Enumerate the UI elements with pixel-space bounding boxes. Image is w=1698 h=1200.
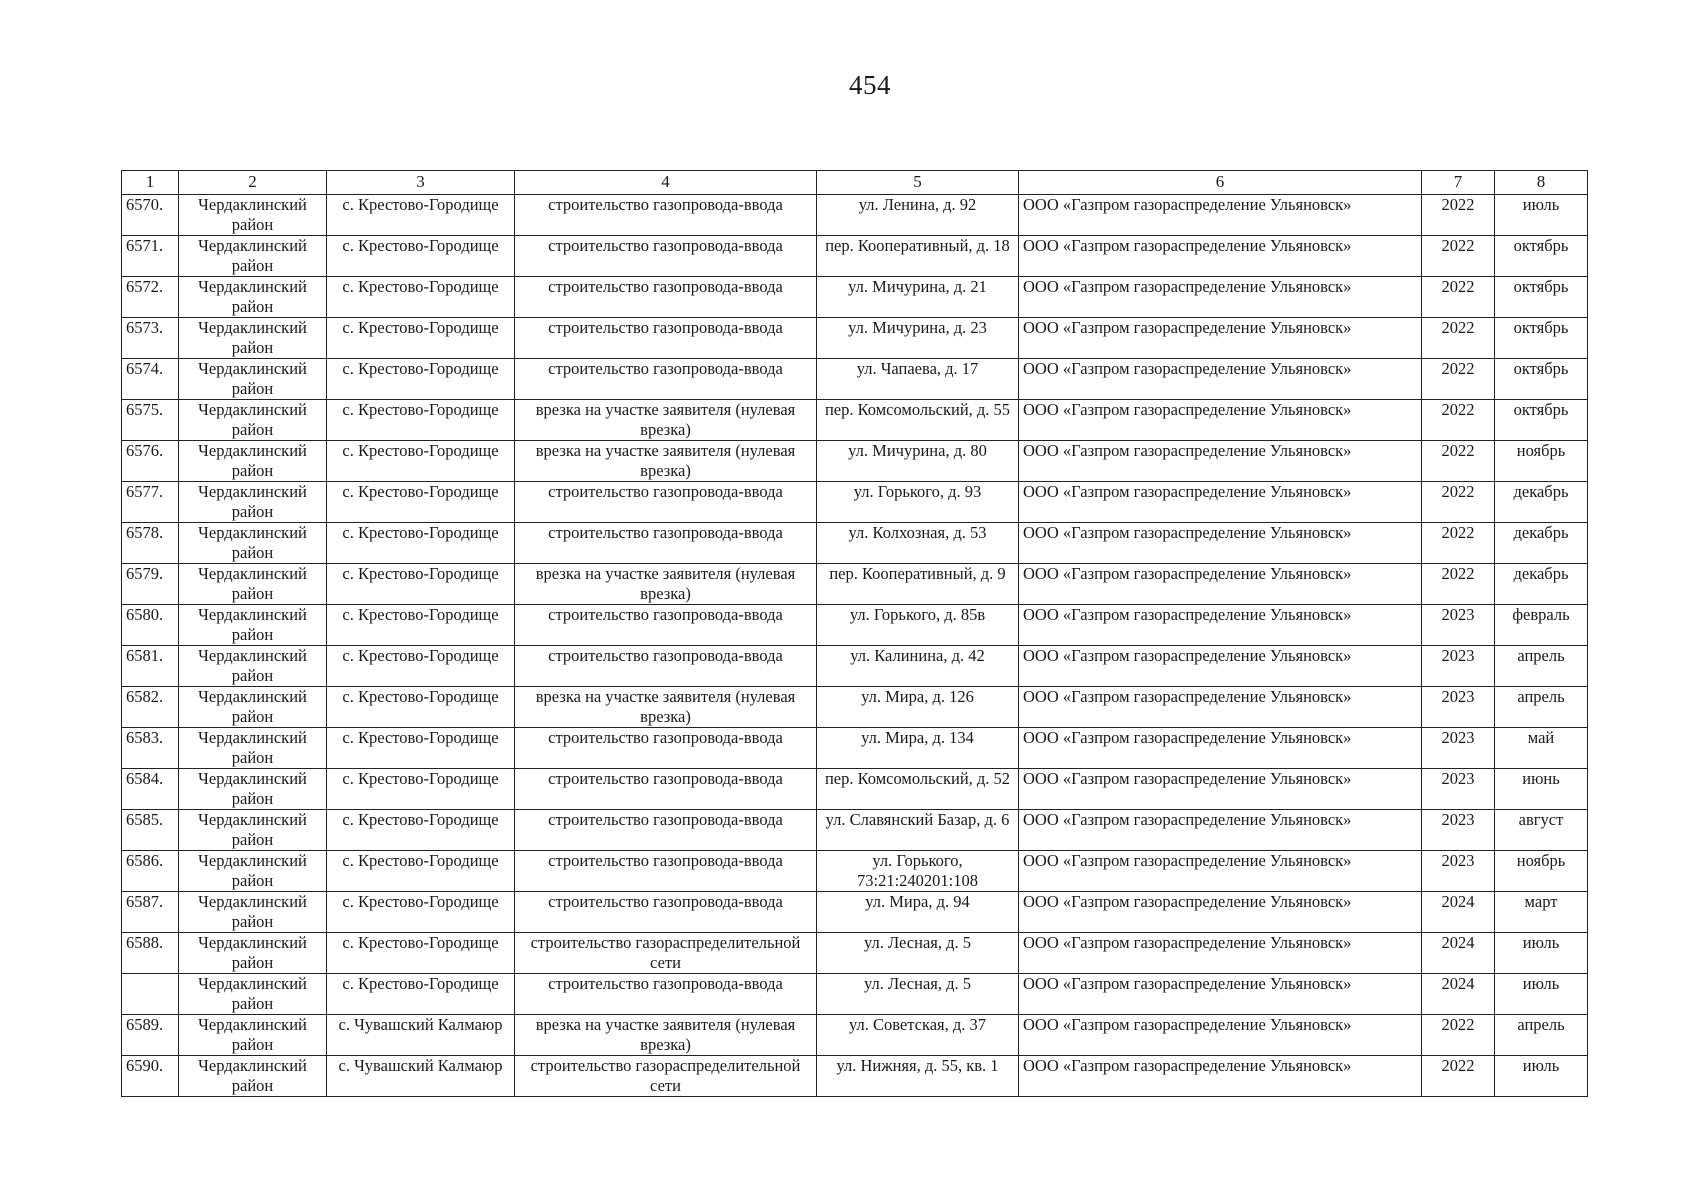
address-cell: ул. Горького, д. 85в <box>817 605 1019 646</box>
month-cell: июль <box>1495 195 1588 236</box>
table-row <box>122 892 1588 933</box>
month-cell: июль <box>1495 974 1588 1015</box>
work-type-cell: врезка на участке заявителя (нулевая врезка) <box>515 1015 817 1056</box>
address-cell: ул. Мичурина, д. 23 <box>817 318 1019 359</box>
district-cell: Чердаклинский район <box>179 646 327 687</box>
organization-cell: ООО «Газпром газораспределение Ульяновск» <box>1019 318 1422 359</box>
address-cell: ул. Горького, 73:21:240201:108 <box>817 851 1019 892</box>
column-header: 5 <box>817 171 1019 195</box>
district-cell: Чердаклинский район <box>179 318 327 359</box>
address-cell: ул. Лесная, д. 5 <box>817 974 1019 1015</box>
month-cell: февраль <box>1495 605 1588 646</box>
row-number: 6588. <box>122 933 179 974</box>
table-row <box>122 851 1588 892</box>
register-table <box>121 170 1588 1097</box>
district-cell: Чердаклинский район <box>179 810 327 851</box>
organization-cell: ООО «Газпром газораспределение Ульяновск» <box>1019 769 1422 810</box>
settlement-cell: с. Крестово-Городище <box>327 974 515 1015</box>
month-cell: июнь <box>1495 769 1588 810</box>
table-row <box>122 277 1588 318</box>
district-cell: Чердаклинский район <box>179 1056 327 1097</box>
organization-cell: ООО «Газпром газораспределение Ульяновск» <box>1019 1015 1422 1056</box>
row-number: 6590. <box>122 1056 179 1097</box>
work-type-cell: строительство газораспределительной сети <box>515 933 817 974</box>
table-row <box>122 195 1588 236</box>
address-cell: пер. Кооперативный, д. 18 <box>817 236 1019 277</box>
month-cell: май <box>1495 728 1588 769</box>
month-cell: ноябрь <box>1495 851 1588 892</box>
settlement-cell: с. Крестово-Городище <box>327 482 515 523</box>
year-cell: 2024 <box>1422 974 1495 1015</box>
organization-cell: ООО «Газпром газораспределение Ульяновск» <box>1019 277 1422 318</box>
settlement-cell: с. Крестово-Городище <box>327 687 515 728</box>
organization-cell: ООО «Газпром газораспределение Ульяновск» <box>1019 892 1422 933</box>
year-cell: 2024 <box>1422 933 1495 974</box>
month-cell: апрель <box>1495 687 1588 728</box>
table-row <box>122 482 1588 523</box>
district-cell: Чердаклинский район <box>179 441 327 482</box>
address-cell: пер. Комсомольский, д. 55 <box>817 400 1019 441</box>
organization-cell: ООО «Газпром газораспределение Ульяновск» <box>1019 1056 1422 1097</box>
table-row <box>122 687 1588 728</box>
district-cell: Чердаклинский район <box>179 523 327 564</box>
month-cell: апрель <box>1495 646 1588 687</box>
district-cell: Чердаклинский район <box>179 359 327 400</box>
organization-cell: ООО «Газпром газораспределение Ульяновск» <box>1019 974 1422 1015</box>
organization-cell: ООО «Газпром газораспределение Ульяновск» <box>1019 482 1422 523</box>
column-header: 6 <box>1019 171 1422 195</box>
settlement-cell: с. Крестово-Городище <box>327 605 515 646</box>
settlement-cell: с. Крестово-Городище <box>327 441 515 482</box>
settlement-cell: с. Крестово-Городище <box>327 195 515 236</box>
table-row <box>122 974 1588 1015</box>
row-number: 6589. <box>122 1015 179 1056</box>
table-row <box>122 728 1588 769</box>
work-type-cell: строительство газопровода-ввода <box>515 728 817 769</box>
table-row <box>122 359 1588 400</box>
address-cell: ул. Чапаева, д. 17 <box>817 359 1019 400</box>
organization-cell: ООО «Газпром газораспределение Ульяновск» <box>1019 400 1422 441</box>
month-cell: июль <box>1495 1056 1588 1097</box>
work-type-cell: строительство газопровода-ввода <box>515 277 817 318</box>
year-cell: 2022 <box>1422 482 1495 523</box>
address-cell: ул. Мира, д. 126 <box>817 687 1019 728</box>
row-number: 6585. <box>122 810 179 851</box>
row-number: 6583. <box>122 728 179 769</box>
address-cell: ул. Ленина, д. 92 <box>817 195 1019 236</box>
column-header: 1 <box>122 171 179 195</box>
month-cell: апрель <box>1495 1015 1588 1056</box>
address-cell: ул. Мичурина, д. 80 <box>817 441 1019 482</box>
year-cell: 2023 <box>1422 769 1495 810</box>
district-cell: Чердаклинский район <box>179 851 327 892</box>
work-type-cell: строительство газораспределительной сети <box>515 1056 817 1097</box>
work-type-cell: врезка на участке заявителя (нулевая врезка) <box>515 441 817 482</box>
row-number: 6586. <box>122 851 179 892</box>
row-number: 6577. <box>122 482 179 523</box>
month-cell: июль <box>1495 933 1588 974</box>
column-header: 7 <box>1422 171 1495 195</box>
year-cell: 2022 <box>1422 523 1495 564</box>
settlement-cell: с. Крестово-Городище <box>327 523 515 564</box>
year-cell: 2022 <box>1422 1056 1495 1097</box>
work-type-cell: строительство газопровода-ввода <box>515 810 817 851</box>
work-type-cell: строительство газопровода-ввода <box>515 236 817 277</box>
settlement-cell: с. Крестово-Городище <box>327 318 515 359</box>
address-cell: ул. Мира, д. 134 <box>817 728 1019 769</box>
row-number: 6581. <box>122 646 179 687</box>
year-cell: 2023 <box>1422 728 1495 769</box>
address-cell: ул. Советская, д. 37 <box>817 1015 1019 1056</box>
work-type-cell: строительство газопровода-ввода <box>515 974 817 1015</box>
work-type-cell: строительство газопровода-ввода <box>515 195 817 236</box>
work-type-cell: строительство газопровода-ввода <box>515 318 817 359</box>
year-cell: 2023 <box>1422 687 1495 728</box>
settlement-cell: с. Крестово-Городище <box>327 400 515 441</box>
settlement-cell: с. Крестово-Городище <box>327 359 515 400</box>
month-cell: август <box>1495 810 1588 851</box>
year-cell: 2022 <box>1422 195 1495 236</box>
column-header: 4 <box>515 171 817 195</box>
table-row <box>122 564 1588 605</box>
district-cell: Чердаклинский район <box>179 728 327 769</box>
address-cell: ул. Мичурина, д. 21 <box>817 277 1019 318</box>
table-row <box>122 1015 1588 1056</box>
district-cell: Чердаклинский район <box>179 400 327 441</box>
settlement-cell: с. Крестово-Городище <box>327 646 515 687</box>
work-type-cell: врезка на участке заявителя (нулевая врезка) <box>515 564 817 605</box>
district-cell: Чердаклинский район <box>179 605 327 646</box>
work-type-cell: строительство газопровода-ввода <box>515 523 817 564</box>
column-header: 8 <box>1495 171 1588 195</box>
month-cell: октябрь <box>1495 236 1588 277</box>
settlement-cell: с. Крестово-Городище <box>327 769 515 810</box>
row-number: 6570. <box>122 195 179 236</box>
year-cell: 2023 <box>1422 646 1495 687</box>
month-cell: декабрь <box>1495 482 1588 523</box>
work-type-cell: врезка на участке заявителя (нулевая врезка) <box>515 687 817 728</box>
address-cell: пер. Комсомольский, д. 52 <box>817 769 1019 810</box>
district-cell: Чердаклинский район <box>179 1015 327 1056</box>
month-cell: декабрь <box>1495 523 1588 564</box>
address-cell: пер. Кооперативный, д. 9 <box>817 564 1019 605</box>
row-number: 6579. <box>122 564 179 605</box>
table-row <box>122 236 1588 277</box>
work-type-cell: строительство газопровода-ввода <box>515 892 817 933</box>
table-row <box>122 646 1588 687</box>
year-cell: 2022 <box>1422 277 1495 318</box>
year-cell: 2022 <box>1422 1015 1495 1056</box>
settlement-cell: с. Чувашский Калмаюр <box>327 1056 515 1097</box>
organization-cell: ООО «Газпром газораспределение Ульяновск» <box>1019 236 1422 277</box>
month-cell: октябрь <box>1495 318 1588 359</box>
district-cell: Чердаклинский район <box>179 482 327 523</box>
row-number: 6575. <box>122 400 179 441</box>
organization-cell: ООО «Газпром газораспределение Ульяновск» <box>1019 646 1422 687</box>
settlement-cell: с. Крестово-Городище <box>327 810 515 851</box>
work-type-cell: строительство газопровода-ввода <box>515 482 817 523</box>
district-cell: Чердаклинский район <box>179 564 327 605</box>
settlement-cell: с. Крестово-Городище <box>327 892 515 933</box>
header-row <box>122 171 1588 195</box>
row-number: 6571. <box>122 236 179 277</box>
row-number <box>122 974 179 1015</box>
settlement-cell: с. Крестово-Городище <box>327 564 515 605</box>
year-cell: 2022 <box>1422 318 1495 359</box>
organization-cell: ООО «Газпром газораспределение Ульяновск» <box>1019 605 1422 646</box>
row-number: 6580. <box>122 605 179 646</box>
district-cell: Чердаклинский район <box>179 687 327 728</box>
month-cell: октябрь <box>1495 400 1588 441</box>
settlement-cell: с. Крестово-Городище <box>327 277 515 318</box>
district-cell: Чердаклинский район <box>179 195 327 236</box>
district-cell: Чердаклинский район <box>179 974 327 1015</box>
table-row <box>122 769 1588 810</box>
row-number: 6572. <box>122 277 179 318</box>
district-cell: Чердаклинский район <box>179 892 327 933</box>
table-row <box>122 605 1588 646</box>
table-row <box>122 400 1588 441</box>
row-number: 6578. <box>122 523 179 564</box>
year-cell: 2022 <box>1422 441 1495 482</box>
work-type-cell: строительство газопровода-ввода <box>515 851 817 892</box>
organization-cell: ООО «Газпром газораспределение Ульяновск» <box>1019 728 1422 769</box>
work-type-cell: врезка на участке заявителя (нулевая врезка) <box>515 400 817 441</box>
work-type-cell: строительство газопровода-ввода <box>515 646 817 687</box>
table-row <box>122 1056 1588 1097</box>
year-cell: 2022 <box>1422 236 1495 277</box>
settlement-cell: с. Крестово-Городище <box>327 851 515 892</box>
organization-cell: ООО «Газпром газораспределение Ульяновск» <box>1019 933 1422 974</box>
work-type-cell: строительство газопровода-ввода <box>515 769 817 810</box>
organization-cell: ООО «Газпром газораспределение Ульяновск» <box>1019 523 1422 564</box>
organization-cell: ООО «Газпром газораспределение Ульяновск» <box>1019 195 1422 236</box>
row-number: 6582. <box>122 687 179 728</box>
table-row <box>122 523 1588 564</box>
row-number: 6587. <box>122 892 179 933</box>
column-header: 3 <box>327 171 515 195</box>
table-row <box>122 933 1588 974</box>
organization-cell: ООО «Газпром газораспределение Ульяновск» <box>1019 441 1422 482</box>
year-cell: 2023 <box>1422 605 1495 646</box>
organization-cell: ООО «Газпром газораспределение Ульяновск» <box>1019 359 1422 400</box>
settlement-cell: с. Крестово-Городище <box>327 236 515 277</box>
settlement-cell: с. Крестово-Городище <box>327 933 515 974</box>
address-cell: ул. Горького, д. 93 <box>817 482 1019 523</box>
address-cell: ул. Нижняя, д. 55, кв. 1 <box>817 1056 1019 1097</box>
address-cell: ул. Мира, д. 94 <box>817 892 1019 933</box>
address-cell: ул. Колхозная, д. 53 <box>817 523 1019 564</box>
address-cell: ул. Калинина, д. 42 <box>817 646 1019 687</box>
year-cell: 2023 <box>1422 810 1495 851</box>
organization-cell: ООО «Газпром газораспределение Ульяновск» <box>1019 810 1422 851</box>
table-row <box>122 318 1588 359</box>
district-cell: Чердаклинский район <box>179 277 327 318</box>
organization-cell: ООО «Газпром газораспределение Ульяновск» <box>1019 851 1422 892</box>
month-cell: декабрь <box>1495 564 1588 605</box>
year-cell: 2023 <box>1422 851 1495 892</box>
year-cell: 2022 <box>1422 359 1495 400</box>
work-type-cell: строительство газопровода-ввода <box>515 359 817 400</box>
table-row <box>122 441 1588 482</box>
row-number: 6584. <box>122 769 179 810</box>
row-number: 6576. <box>122 441 179 482</box>
year-cell: 2022 <box>1422 564 1495 605</box>
district-cell: Чердаклинский район <box>179 236 327 277</box>
column-header: 2 <box>179 171 327 195</box>
year-cell: 2022 <box>1422 400 1495 441</box>
district-cell: Чердаклинский район <box>179 769 327 810</box>
organization-cell: ООО «Газпром газораспределение Ульяновск» <box>1019 564 1422 605</box>
month-cell: март <box>1495 892 1588 933</box>
month-cell: ноябрь <box>1495 441 1588 482</box>
table-body <box>122 195 1588 1097</box>
settlement-cell: с. Крестово-Городище <box>327 728 515 769</box>
address-cell: ул. Славянский Базар, д. 6 <box>817 810 1019 851</box>
settlement-cell: с. Чувашский Калмаюр <box>327 1015 515 1056</box>
organization-cell: ООО «Газпром газораспределение Ульяновск» <box>1019 687 1422 728</box>
month-cell: октябрь <box>1495 359 1588 400</box>
district-cell: Чердаклинский район <box>179 933 327 974</box>
page-number: 454 <box>849 70 891 100</box>
address-cell: ул. Лесная, д. 5 <box>817 933 1019 974</box>
table-row <box>122 810 1588 851</box>
work-type-cell: строительство газопровода-ввода <box>515 605 817 646</box>
row-number: 6573. <box>122 318 179 359</box>
year-cell: 2024 <box>1422 892 1495 933</box>
month-cell: октябрь <box>1495 277 1588 318</box>
row-number: 6574. <box>122 359 179 400</box>
